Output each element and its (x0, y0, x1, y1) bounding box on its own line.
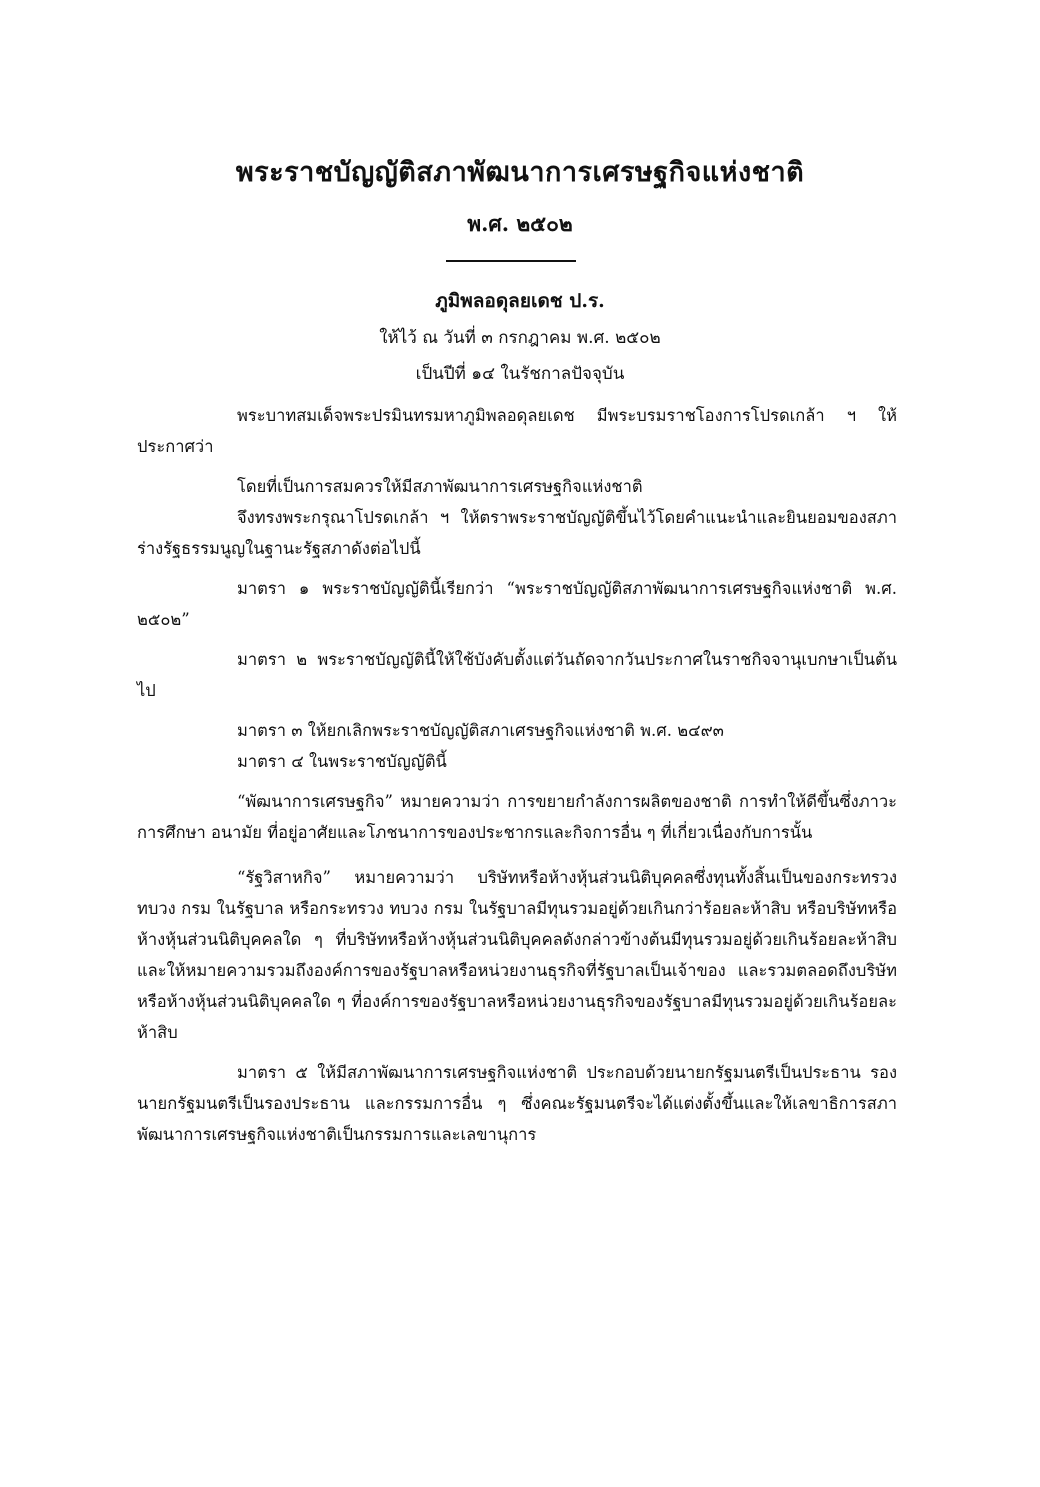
title-divider (446, 260, 576, 262)
preamble-paragraph: พระบาทสมเด็จพระปรมินทรมหาภูมิพลอดุลยเดช มีพระบรมราชโองการโปรดเกล้า ฯ ให้ประกาศว่า (137, 406, 897, 456)
document-year: พ.ศ. ๒๕๐๒ (467, 211, 573, 236)
enactment-date: ให้ไว้ ณ วันที่ ๓ กรกฎาคม พ.ศ. ๒๕๐๒ (379, 328, 661, 348)
section-4: มาตรา ๔ ในพระราชบัญญัตินี้ (237, 752, 447, 771)
rationale-paragraph: โดยที่เป็นการสมควรให้มีสภาพัฒนาการเศรษฐกิจแห่งชาติ (237, 477, 643, 496)
definition-state-enterprise: “รัฐวิสาหกิจ” หมายความว่า บริษัทหรือห้างหุ้นส่วนนิติบุคคลซึ่งทุนทั้งสิ้นเป็นของกระทรวง ทบวง กรม ในรัฐบาล หรือกระทรวง ทบวง กรม ในรัฐบาลมีทุนรวมอยู่ด้วยเกินกว่าร้อยละห้าสิบ หรือบริษัทหรือห้างหุ้นส่วนนิติบุคคลใด ๆ ที่บริษัทหรือห้างหุ้นส่วนนิติบุคคลดังกล่าวข้างต้นมีทุนรวมอยู่ด้วยเกินร้อยละห้าสิบ และให้หมายความรวมถึงองค์การของรัฐบาลหรือหน่วยงานธุรกิจที่รัฐบาลเป็นเจ้าของ และรวมตลอดถึงบริษัทหรือห้างหุ้นส่วนนิติบุคคลใด ๆ ที่องค์การของรัฐบาลหรือหน่วยงานธุรกิจของรัฐบาลมีทุนรวมอยู่ด้วยเกินร้อยละห้าสิบ (137, 868, 897, 1042)
document-title: พระราชบัญญัติสภาพัฒนาการเศรษฐกิจแห่งชาติ (235, 157, 805, 188)
section-5: มาตรา ๕ ให้มีสภาพัฒนาการเศรษฐกิจแห่งชาติ ประกอบด้วยนายกรัฐมนตรีเป็นประธาน รองนายกรัฐมนตรีเป็นรองประธาน และกรรมการอื่น ๆ ซึ่งคณะรัฐมนตรีจะได้แต่งตั้งขึ้นและให้เลขาธิการสภาพัฒนาการเศรษฐกิจแห่งชาติเป็นกรรมการและเลขานุการ (137, 1063, 897, 1144)
enactment-paragraph: จึงทรงพระกรุณาโปรดเกล้า ฯ ให้ตราพระราชบัญญัติขึ้นไว้โดยคำแนะนำและยินยอมของสภาร่างรัฐธรรมนูญในฐานะรัฐสภาดังต่อไปนี้ (137, 508, 897, 558)
royal-signature: ภูมิพลอดุลยเดช ป.ร. (435, 290, 605, 312)
reign-year: เป็นปีที่ ๑๔ ในรัชกาลปัจจุบัน (415, 364, 625, 384)
section-3: มาตรา ๓ ให้ยกเลิกพระราชบัญญัติสภาเศรษฐกิจแห่งชาติ พ.ศ. ๒๔๙๓ (237, 721, 724, 740)
definition-economic-development: “พัฒนาการเศรษฐกิจ” หมายความว่า การขยายกำลังการผลิตของชาติ การทำให้ดีขึ้นซึ่งภาวะการศึกษา อนามัย ที่อยู่อาศัยและโภชนาการของประชากรและกิจการอื่น ๆ ที่เกี่ยวเนื่องกับการนั้น (137, 792, 897, 842)
section-1: มาตรา ๑ พระราชบัญญัตินี้เรียกว่า “พระราชบัญญัติสภาพัฒนาการเศรษฐกิจแห่งชาติ พ.ศ. ๒๕๐๒” (137, 579, 897, 629)
document-body (137, 400, 897, 1150)
section-2: มาตรา ๒ พระราชบัญญัตินี้ให้ใช้บังคับตั้งแต่วันถัดจากวันประกาศในราชกิจจานุเบกษาเป็นต้นไป (137, 650, 897, 700)
